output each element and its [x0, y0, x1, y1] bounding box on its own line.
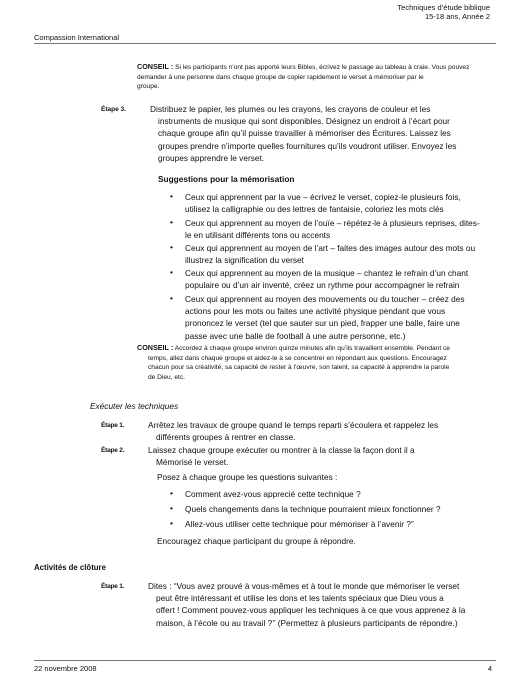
step-3-text [150, 103, 480, 164]
step-2-text [148, 444, 488, 468]
suggestion-line: Ceux qui apprennent au moyen de l’art – faites des images autour des mots ou [185, 243, 476, 253]
step-text-line: groupes apprendre le verset. [158, 152, 265, 163]
tip-text-line: chacun pour sa créativité, sa capacité de rester à l’œuvre, son talent, sa capacité à apprendre la parole [148, 364, 450, 372]
step-text-line: instruments de musique qui sont disponibles. Désignez un endroit à l’écart pour [158, 116, 450, 127]
tip-text-line: temps, allez dans chaque groupe et aidez-le à se concentrer en répondant aux questions. Encouragez [148, 354, 447, 362]
bullet-icon: • [170, 217, 173, 227]
suggestions-heading: Suggestions pour la mémorisation [158, 174, 295, 184]
suggestion-line: Ceux qui apprennent au moyen des mouvements ou du toucher – créez des [185, 294, 465, 304]
step-label: Étape 1. [101, 422, 125, 429]
footer-rule [34, 660, 496, 661]
step-1-text [148, 419, 488, 443]
step-text-line: Distribuez le papier, les plumes ou les crayons, les crayons de couleur et les [150, 104, 431, 114]
bullet-icon: • [170, 503, 173, 513]
step-label: Étape 1. [101, 583, 125, 590]
header-rule [34, 43, 496, 44]
suggestion-line: Ceux qui apprennent par la vue – écrivez le verset, copiez-le plusieurs fois, [185, 192, 461, 202]
tip-text-line: demander à une personne dans chaque groupe de copier rapidement le verset à mémoriser par le [137, 73, 424, 81]
suggestion-item [185, 191, 473, 215]
tip-text-line: de Dieu, etc. [148, 373, 186, 381]
suggestion-item [185, 217, 480, 241]
tip-text-line: Accordez à chaque groupe environ quinze minutes afin qu’ils travaillent ensemble. Pendant ce [174, 345, 450, 352]
step-text-line: Dites : “Vous avez prouvé à vous-mêmes et à tout le monde que mémoriser le verset [148, 581, 460, 591]
suggestion-item [185, 242, 476, 266]
bullet-icon: • [170, 488, 173, 498]
tip-label: CONSEIL : [137, 62, 174, 71]
suggestion-line: Ceux qui apprennent au moyen de la musique – chantez le refrain d’un chant [185, 268, 469, 278]
suggestion-line: utilisez la calligraphie ou des lettres de fantaisie, coloriez les mots clés [185, 204, 444, 215]
step-text-line: groupes prendre n’importe quelles fournitures qu’ils voudront utiliser. Envoyez les [158, 140, 457, 151]
questions-intro: Posez à chaque groupe les questions suivantes : [157, 472, 338, 482]
step-text-line: chaque groupe afin qu’il puisse travailler à mémoriser des Écritures. Laissez les [158, 128, 451, 139]
question-item: Quels changements dans la technique pourraient mieux fonctionner ? [185, 504, 441, 514]
suggestion-line: actions pour les mots ou faites une activité physique pendant que vous [185, 306, 446, 317]
header-title [397, 3, 490, 21]
tip-box-1 [137, 62, 497, 92]
tip-box-2 [137, 343, 497, 382]
tip-text-line: Si les participants n’ont pas apporté leurs Bibles, écrivez le passage au tableau à craie. Vous pouvez [175, 64, 470, 71]
suggestion-line: illustrez la signification du verset [185, 255, 304, 266]
header-title-line1: Techniques d’étude biblique [397, 3, 490, 12]
suggestion-line: passe avec une balle de football à une autre personne, etc.) [185, 330, 406, 341]
header-title-line2: 15-18 ans, Année 2 [424, 12, 490, 21]
encourage-text: Encouragez chaque participant du groupe à répondre. [157, 536, 356, 546]
closing-heading: Activités de clôture [34, 563, 106, 572]
bullet-icon: • [170, 242, 173, 252]
step-text-line: offert ! Comment pouvez-vous appliquer les techniques à ce que vous apprenez à la [156, 605, 466, 616]
step-text-line: peut être intéressant et utilise les dons et les talents spéciaux que Dieu vous a [156, 593, 444, 604]
suggestion-item [185, 267, 473, 291]
step-text-line: Arrêtez les travaux de groupe quand le temps reparti s’écoulera et rappelez les [148, 420, 439, 430]
bullet-icon: • [170, 518, 173, 528]
header-org: Compassion International [34, 33, 120, 42]
bullet-icon: • [170, 293, 173, 303]
bullet-icon: • [170, 191, 173, 201]
tip-label: CONSEIL : [137, 343, 174, 352]
question-item: Allez-vous utiliser cette technique pour mémoriser à l’avenir ?” [185, 519, 414, 529]
section-heading: Exécuter les techniques [90, 401, 179, 411]
tip-text-line: groupe. [137, 83, 160, 91]
bullet-icon: • [170, 267, 173, 277]
page-number: 4 [487, 664, 492, 673]
step-text-line: maison, à l’école ou au travail ?’’ (Permettez à plusieurs participants de répondre.) [156, 617, 458, 628]
footer-date: 22 novembre 2008 [34, 664, 97, 673]
suggestion-line: Ceux qui apprennent au moyen de l’ouïe – répétez-le à plusieurs reprises, dites- [185, 218, 480, 228]
suggestion-line: le en utilisant différents tons ou accents [185, 230, 331, 241]
step-label: Étape 2. [101, 447, 125, 454]
step-text-line: Mémorisé le verset. [156, 457, 229, 468]
question-item: Comment avez-vous apprecié cette technique ? [185, 489, 361, 499]
step-text-line: différents groupes à rentrer en classe. [156, 432, 296, 443]
suggestion-item [185, 293, 473, 342]
suggestion-line: populaire ou d’un air inventé, créez un rythme pour accompagner le refrain [185, 280, 460, 291]
suggestion-line: prononcez le verset (tel que sauter sur un pied, frapper une balle, faire une [185, 318, 460, 329]
step-text-line: Laissez chaque groupe exécuter ou montrer à la classe la façon dont il a [148, 445, 415, 455]
closing-step-text [148, 580, 488, 629]
step-label: Étape 3. [101, 106, 126, 113]
